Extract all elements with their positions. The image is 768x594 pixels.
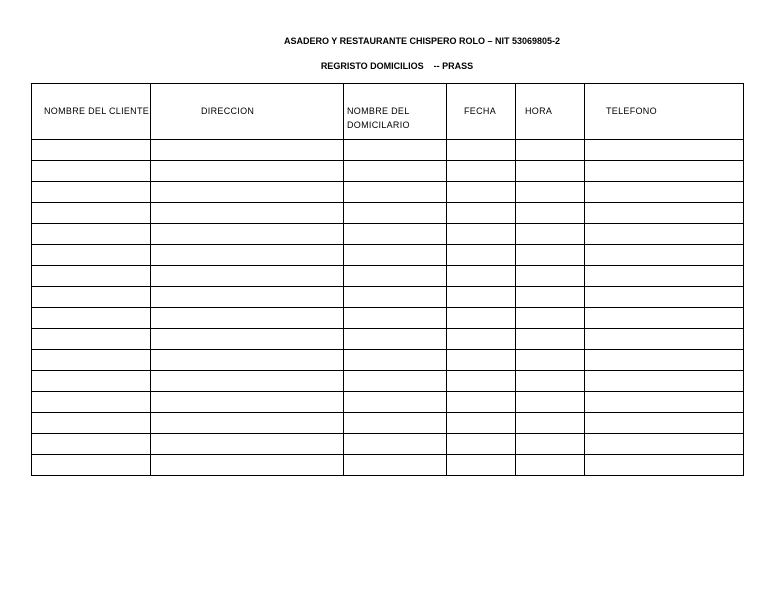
table-cell: [151, 308, 344, 329]
table-cell: [344, 413, 447, 434]
table-cell: [585, 308, 744, 329]
table-cell: [344, 161, 447, 182]
table-cell: [585, 392, 744, 413]
column-header-direccion: DIRECCION: [151, 84, 344, 140]
table-cell: [447, 434, 516, 455]
delivery-register-table: [31, 83, 744, 476]
table-cell: [32, 203, 151, 224]
table-cell: [516, 329, 585, 350]
table-row: [32, 266, 744, 287]
table-cell: [32, 266, 151, 287]
table-cell: [585, 350, 744, 371]
table-cell: [585, 161, 744, 182]
table-row: [32, 224, 744, 245]
table-cell: [32, 287, 151, 308]
table-cell: [344, 203, 447, 224]
table-cell: [151, 140, 344, 161]
document-title: ASADERO Y RESTAURANTE CHISPERO ROLO – NIT 53069805-2: [283, 36, 561, 46]
table-cell: [585, 224, 744, 245]
table-cell: [32, 308, 151, 329]
table-cell: [447, 140, 516, 161]
column-header-nombre-del-cliente: NOMBRE DEL CLIENTE: [32, 84, 151, 140]
table-cell: [344, 329, 447, 350]
table-cell: [447, 287, 516, 308]
table-row: [32, 329, 744, 350]
table-cell: [516, 161, 585, 182]
table-cell: [447, 392, 516, 413]
table-cell: [516, 434, 585, 455]
table-cell: [516, 140, 585, 161]
table-cell: [151, 413, 344, 434]
table-cell: [344, 392, 447, 413]
column-header-fecha: FECHA: [447, 84, 516, 140]
table-cell: [344, 371, 447, 392]
table-cell: [151, 329, 344, 350]
column-header-telefono: TELEFONO: [585, 84, 744, 140]
table-cell: [151, 434, 344, 455]
table-cell: [585, 266, 744, 287]
table-row: [32, 182, 744, 203]
table-row: [32, 140, 744, 161]
table-row: [32, 371, 744, 392]
table-row: [32, 245, 744, 266]
table-cell: [447, 245, 516, 266]
table-cell: [585, 329, 744, 350]
table-cell: [447, 455, 516, 476]
table-cell: [516, 455, 585, 476]
table-cell: [151, 287, 344, 308]
table-cell: [32, 371, 151, 392]
table-row: [32, 413, 744, 434]
table-cell: [32, 161, 151, 182]
table-cell: [447, 224, 516, 245]
table-cell: [585, 140, 744, 161]
table-cell: [516, 203, 585, 224]
table-cell: [516, 392, 585, 413]
table-cell: [151, 266, 344, 287]
table-cell: [447, 329, 516, 350]
table-cell: [151, 455, 344, 476]
table-cell: [344, 224, 447, 245]
table-cell: [344, 182, 447, 203]
table-cell: [344, 245, 447, 266]
table-cell: [151, 182, 344, 203]
table-cell: [585, 413, 744, 434]
table-cell: [344, 434, 447, 455]
table-cell: [516, 413, 585, 434]
table-cell: [32, 329, 151, 350]
table-row: [32, 434, 744, 455]
table-cell: [585, 371, 744, 392]
table-cell: [516, 224, 585, 245]
table-cell: [585, 245, 744, 266]
table-cell: [585, 182, 744, 203]
table-cell: [585, 287, 744, 308]
table-cell: [151, 371, 344, 392]
table-cell: [447, 371, 516, 392]
table-row: [32, 203, 744, 224]
table-cell: [151, 224, 344, 245]
table-cell: [32, 350, 151, 371]
table-row: [32, 161, 744, 182]
table-cell: [32, 245, 151, 266]
table-cell: [32, 455, 151, 476]
table-cell: [32, 224, 151, 245]
table-cell: [516, 182, 585, 203]
table-cell: [344, 455, 447, 476]
table-cell: [447, 266, 516, 287]
table-cell: [32, 392, 151, 413]
table-cell: [585, 455, 744, 476]
table-cell: [585, 434, 744, 455]
table-cell: [151, 203, 344, 224]
table-row: [32, 455, 744, 476]
table-cell: [151, 245, 344, 266]
table-cell: [447, 161, 516, 182]
table-cell: [447, 203, 516, 224]
table-cell: [585, 203, 744, 224]
table-cell: [344, 350, 447, 371]
document-subtitle: REGRISTO DOMICILIOS -- PRASS: [320, 61, 474, 71]
table-cell: [151, 161, 344, 182]
table-cell: [151, 392, 344, 413]
table-row: [32, 287, 744, 308]
table-cell: [32, 413, 151, 434]
table-cell: [344, 287, 447, 308]
table-cell: [516, 266, 585, 287]
table-cell: [516, 287, 585, 308]
table-body: [32, 140, 744, 476]
table-cell: [32, 182, 151, 203]
table-header-row: [32, 84, 744, 140]
table-cell: [344, 140, 447, 161]
table-row: [32, 308, 744, 329]
table-cell: [447, 182, 516, 203]
table-cell: [516, 371, 585, 392]
table-row: [32, 392, 744, 413]
table-row: [32, 350, 744, 371]
table-cell: [516, 350, 585, 371]
table-cell: [516, 308, 585, 329]
column-header-hora: HORA: [516, 84, 585, 140]
table-cell: [447, 413, 516, 434]
table-cell: [151, 350, 344, 371]
table-cell: [32, 140, 151, 161]
table-cell: [447, 350, 516, 371]
table-cell: [516, 245, 585, 266]
table-cell: [344, 308, 447, 329]
table-cell: [447, 308, 516, 329]
table-cell: [344, 266, 447, 287]
column-header-nombre-del-domiciliario: NOMBRE DEL DOMICILARIO: [344, 84, 447, 140]
table-cell: [32, 434, 151, 455]
